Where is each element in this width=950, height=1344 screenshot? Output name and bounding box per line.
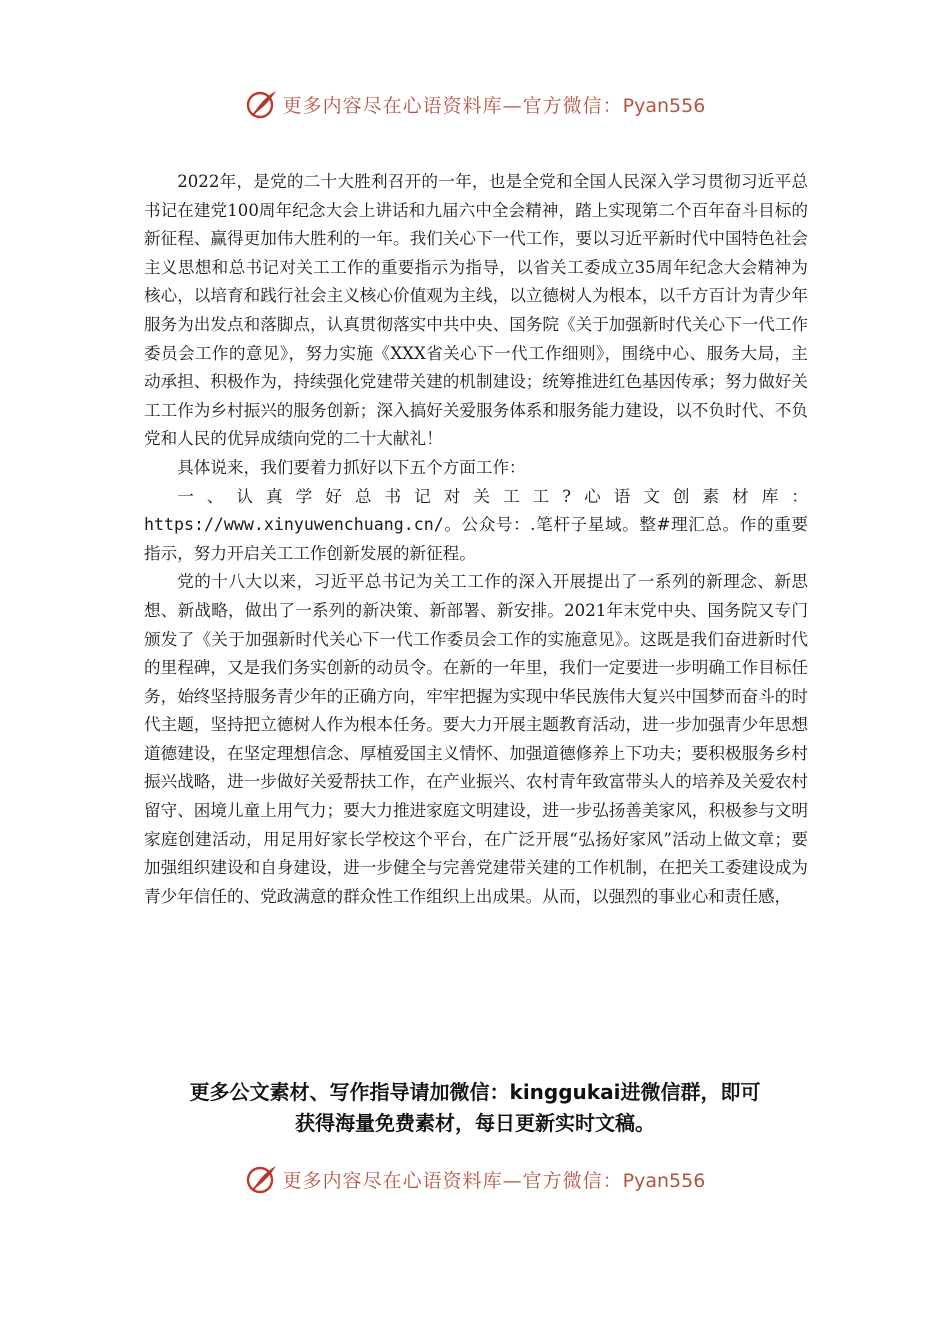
banner-account: Pyan556 bbox=[622, 94, 706, 117]
section-heading-1 bbox=[144, 483, 808, 569]
paragraph-intro: 2022年，是党的二十大胜利召开的一年，也是全党和全国人民深入学习贯彻习近平总书记在建党100周年纪念大会上讲话和九届六中全会精神，踏上实现第二个百年奋斗目标的新征程、赢得更加伟大胜利的一年。我们关心下一代工作，要以习近平新时代中国特色社会主义思想和总书记对关工工作的重要指示为指导，以省关工委成立35周年纪念大会精神为核心，以培育和践行社会主义核心价值观为主线，以立德树人为根本，以千方百计为青少年服务为出发点和落脚点，认真贯彻落实中共中央、国务院《关于加强新时代关心下一代工作委员会工作的意见》，努力实施《XXX省关心下一代工作细则》，围绕中心、服务大局，主动承担、积极作为，持续强化党建带关建的机制建设；统筹推进红色基因传承；努力做好关工工作为乡村振兴的服务创新；深入搞好关爱服务体系和服务能力建设，以不负时代、不负党和人民的优异成绩向党的二十大献礼！ bbox=[144, 172, 808, 449]
heading-text-a: 一、认真学好总书记对关工工?心语文创素材库： bbox=[177, 486, 808, 506]
header-banner bbox=[0, 84, 950, 124]
paragraph-section-1: 党的十八大以来，习近平总书记为关工工作的深入开展提出了一系列的新理念、新思想、新战略，做出了一系列的新决策、新部署、新安排。2021年末党中央、国务院又专门颁发了《关于加强新时代关心下一代工作委员会工作的实施意见》。这既是我们奋进新时代的里程碑，又是我们务实创新的动员令。在新的一年里，我们一定要进一步明确工作目标任务，始终坚持服务青少年的正确方向，牢牢把握为实现中华民族伟大复兴中国梦而奋斗的时代主题，坚持把立德树人作为根本任务。要大力开展主题教育活动，进一步加强青少年思想道德建设，在坚定理想信念、厚植爱国主义情怀、加强道德修养上下功夫；要积极服务乡村振兴战略，进一步做好关爱帮扶工作，在产业振兴、农村青年致富带头人的培养及关爱农村留守、困境儿童上用气力；要大力推进家庭文明建设，进一步弘扬善美家风，积极参与文明家庭创建活动，用足用好家长学校这个平台，在广泛开展“弘扬好家风”活动上做文章；要加强组织建设和自身建设，进一步健全与完善党建带关建的工作机制，在把关工委建设成为青少年信任的、党政满意的群众性工作组织上出成果。从而，以强烈的事业心和责任感， bbox=[144, 572, 808, 906]
banner-text: 更多内容尽在心语资料库—官方微信：Pyan556 bbox=[282, 1169, 706, 1192]
promo-note bbox=[130, 1077, 820, 1139]
promo-line-2: 获得海量免费素材，每日更新实时文稿。 bbox=[295, 1111, 655, 1135]
document-body bbox=[144, 168, 808, 911]
heading-text-b: 。公众号：.笔杆子星域。整#理汇总。作的重要指示，努力开启关工工作创新发展的新征程。 bbox=[144, 515, 808, 563]
banner-text: 更多内容尽在心语资料库—官方微信：Pyan556 bbox=[282, 94, 706, 117]
banner-account: Pyan556 bbox=[622, 1169, 706, 1192]
heading-url: https://www.xinyuwenchuang.cn/ bbox=[144, 515, 444, 535]
promo-line-1: 更多公文素材、写作指导请加微信：kinggukai进微信群，即可 bbox=[189, 1080, 761, 1104]
footer-banner bbox=[0, 1159, 950, 1199]
paragraph-summary: 具体说来，我们要着力抓好以下五个方面工作： bbox=[177, 457, 526, 477]
feather-pen-logo-icon bbox=[245, 87, 279, 121]
feather-pen-logo-icon bbox=[245, 1162, 279, 1196]
